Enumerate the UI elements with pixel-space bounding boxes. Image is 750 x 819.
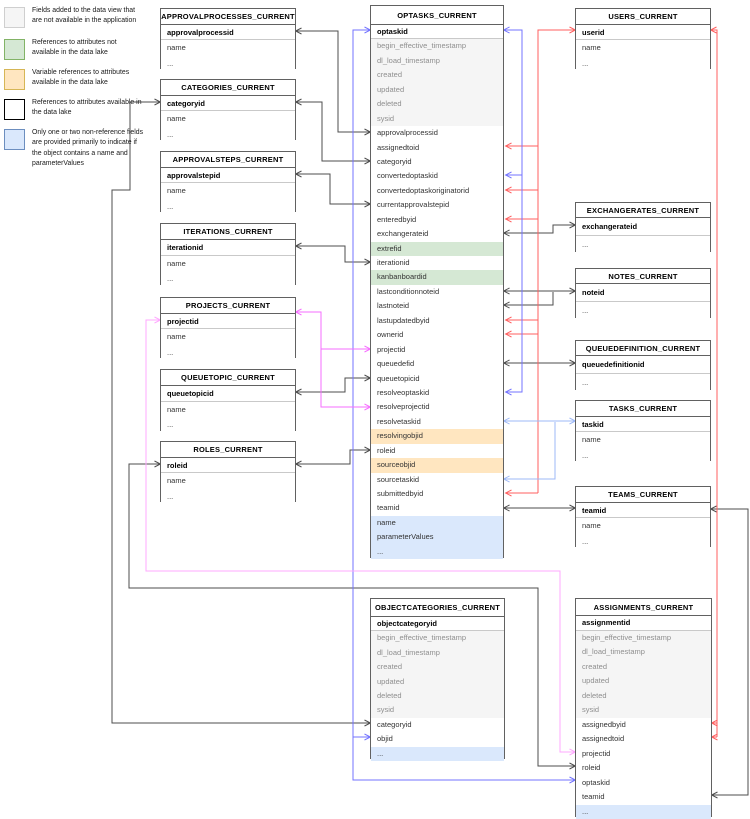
field-queuetopicid: queuetopicid [161, 386, 295, 402]
field-ellipsis: ... [161, 271, 295, 287]
field-sysid: sysid [371, 703, 504, 717]
field-updated: updated [371, 675, 504, 689]
field-exchangerateid: exchangerateid [371, 227, 503, 241]
field-resolvingobjid: resolvingobjid [371, 429, 503, 443]
table-title: APPROVALPROCESSES_CURRENT [161, 9, 295, 25]
field-optaskid: optaskid [576, 776, 711, 791]
rel-roles-assignments [129, 464, 575, 766]
rel-projects-optasks [296, 312, 370, 407]
table-title: USERS_CURRENT [576, 9, 710, 25]
table-title: OPTASKS_CURRENT [371, 6, 503, 25]
field-resolveprojectid: resolveprojectid [371, 400, 503, 414]
field-exchangerateid: exchangerateid [576, 218, 710, 236]
field-objid: objid [371, 732, 504, 746]
gray-swatch [4, 7, 25, 28]
field-name: name [161, 473, 295, 488]
field-ellipsis: ... [161, 127, 295, 142]
field-deleted: deleted [371, 97, 503, 111]
table-projects[interactable] [160, 297, 296, 358]
table-tasks[interactable] [575, 400, 711, 461]
field-begin_effective_timestamp: begin_effective_timestamp [576, 631, 711, 646]
field-lastnoteid: lastnoteid [371, 299, 503, 313]
field-iterationid: iterationid [371, 256, 503, 270]
table-title: APPROVALSTEPS_CURRENT [161, 152, 295, 168]
field-taskid: taskid [576, 417, 710, 432]
white-swatch [4, 99, 25, 120]
table-title: OBJECTCATEGORIES_CURRENT [371, 599, 504, 617]
legend-text: Fields added to the data view that are not available in the application [32, 7, 137, 25]
field-name: name [161, 183, 295, 198]
table-queuedefinition[interactable] [575, 340, 711, 390]
table-categories[interactable] [160, 79, 296, 140]
field-assignedtoid: assignedtoid [371, 141, 503, 155]
field-submittedbyid: submittedbyid [371, 487, 503, 501]
field-ownerid: ownerid [371, 328, 503, 342]
field-ellipsis: ... [371, 747, 504, 761]
table-optasks[interactable] [370, 5, 504, 558]
field-sourceobjid: sourceobjid [371, 458, 503, 472]
table-title: PROJECTS_CURRENT [161, 298, 295, 314]
field-name: name [161, 111, 295, 126]
rel-sourcetaskid-tasks [504, 422, 555, 479]
field-dl_load_timestamp: dl_load_timestamp [371, 54, 503, 68]
field-lastconditionnoteid: lastconditionnoteid [371, 285, 503, 299]
field-resolvetaskid: resolvetaskid [371, 415, 503, 429]
table-title: CATEGORIES_CURRENT [161, 80, 295, 96]
field-sysid: sysid [576, 703, 711, 718]
table-exchangerates[interactable] [575, 202, 711, 252]
field-ellipsis: ... [576, 56, 710, 71]
field-categoryid: categoryid [371, 718, 504, 732]
yellow-swatch [4, 69, 25, 90]
table-title: NOTES_CURRENT [576, 269, 710, 284]
field-updated: updated [371, 83, 503, 97]
rel-approvalprocesses-optasks [296, 31, 370, 132]
field-projectid: projectid [576, 747, 711, 762]
field-resolveoptaskid: resolveoptaskid [371, 386, 503, 400]
field-queuedefid: queuedefid [371, 357, 503, 371]
field-name: name [576, 518, 710, 533]
field-name: name [576, 432, 710, 447]
field-currentapprovalstepid: currentapprovalstepid [371, 198, 503, 212]
field-roleid: roleid [576, 761, 711, 776]
field-assignedbyid: assignedbyid [576, 718, 711, 733]
field-deleted: deleted [371, 689, 504, 703]
field-sysid: sysid [371, 112, 503, 126]
table-title: TEAMS_CURRENT [576, 487, 710, 503]
legend-text: Only one or two non-reference fields are provided primarily to indicate if the object contains a name and parameterValues [32, 129, 144, 168]
table-title: ASSIGNMENTS_CURRENT [576, 599, 711, 616]
field-ellipsis: ... [576, 448, 710, 463]
field-teamid: teamid [576, 790, 711, 805]
field-teamid: teamid [371, 501, 503, 515]
rel-roles-optasks [296, 450, 370, 464]
field-name: name [576, 40, 710, 55]
rel-users-optasks-bus [538, 30, 575, 493]
field-roleid: roleid [161, 458, 295, 473]
table-objectcategories[interactable] [370, 598, 505, 759]
field-convertedoptaskoriginatorid: convertedoptaskoriginatorid [371, 184, 503, 198]
field-enteredbyid: enteredbyid [371, 213, 503, 227]
field-created: created [371, 660, 504, 674]
field-roleid: roleid [371, 444, 503, 458]
field-approvalprocessid: approvalprocessid [371, 126, 503, 140]
field-name: name [161, 40, 295, 55]
field-assignmentid: assignmentid [576, 616, 711, 631]
field-ellipsis: ... [576, 805, 711, 819]
table-queuetopic[interactable] [160, 369, 296, 431]
field-userid: userid [576, 25, 710, 40]
field-approvalprocessid: approvalprocessid [161, 25, 295, 40]
blue-swatch [4, 129, 25, 150]
field-objectcategoryid: objectcategoryid [371, 617, 504, 631]
field-ellipsis: ... [576, 374, 710, 392]
table-approvalprocesses[interactable] [160, 8, 296, 69]
field-parameterValues: parameterValues [371, 530, 503, 544]
field-dl_load_timestamp: dl_load_timestamp [576, 645, 711, 660]
field-queuedefinitionid: queuedefinitionid [576, 356, 710, 374]
field-sourcetaskid: sourcetaskid [371, 473, 503, 487]
table-title: TASKS_CURRENT [576, 401, 710, 417]
table-assignments[interactable] [575, 598, 712, 817]
field-ellipsis: ... [161, 199, 295, 214]
table-notes[interactable] [575, 268, 711, 318]
rel-optaskid-right [504, 30, 522, 392]
green-swatch [4, 39, 25, 60]
field-extrefid: extrefid [371, 242, 503, 256]
table-users[interactable] [575, 8, 711, 69]
field-ellipsis: ... [161, 417, 295, 433]
field-categoryid: categoryid [161, 96, 295, 111]
table-title: QUEUETOPIC_CURRENT [161, 370, 295, 386]
field-dl_load_timestamp: dl_load_timestamp [371, 646, 504, 660]
field-ellipsis: ... [371, 545, 503, 559]
field-created: created [576, 660, 711, 675]
field-name: name [161, 402, 295, 418]
field-ellipsis: ... [161, 489, 295, 504]
table-title: EXCHANGERATES_CURRENT [576, 203, 710, 218]
field-convertedoptaskid: convertedoptaskid [371, 169, 503, 183]
field-queuetopicid: queuetopicid [371, 372, 503, 386]
table-title: ROLES_CURRENT [161, 442, 295, 458]
legend-text: References to attributes available in the data lake [32, 99, 142, 117]
field-name: name [161, 329, 295, 344]
field-updated: updated [576, 674, 711, 689]
field-optaskid: optaskid [371, 25, 503, 39]
field-iterationid: iterationid [161, 240, 295, 256]
field-ellipsis: ... [576, 302, 710, 320]
field-name: name [371, 516, 503, 530]
field-begin_effective_timestamp: begin_effective_timestamp [371, 631, 504, 645]
field-teamid: teamid [576, 503, 710, 518]
table-teams[interactable] [575, 486, 711, 547]
rel-approvalsteps-optasks [296, 174, 370, 204]
table-title: ITERATIONS_CURRENT [161, 224, 295, 240]
legend-text: References to attributes not available in the data lake [32, 39, 117, 57]
rel-queuetopic-optasks [296, 378, 370, 392]
table-roles[interactable] [160, 441, 296, 502]
rel-optasks-exchangerates [504, 225, 575, 233]
field-projectid: projectid [371, 343, 503, 357]
field-noteid: noteid [576, 284, 710, 302]
field-begin_effective_timestamp: begin_effective_timestamp [371, 39, 503, 53]
table-iterations[interactable] [160, 223, 296, 285]
legend-text: Variable references to attributes available in the data lake [32, 69, 130, 87]
field-ellipsis: ... [161, 345, 295, 360]
field-deleted: deleted [576, 689, 711, 704]
field-ellipsis: ... [161, 56, 295, 71]
field-projectid: projectid [161, 314, 295, 329]
field-ellipsis: ... [576, 236, 710, 254]
field-approvalstepid: approvalstepid [161, 168, 295, 183]
field-assignedtoid: assignedtoid [576, 732, 711, 747]
field-lastupdatedbyid: lastupdatedbyid [371, 314, 503, 328]
field-categoryid: categoryid [371, 155, 503, 169]
field-kanbanboardid: kanbanboardid [371, 270, 503, 284]
rel-iterations-optasks [296, 246, 370, 262]
field-name: name [161, 256, 295, 272]
field-ellipsis: ... [576, 534, 710, 549]
rel-lastnoteid-notes [504, 292, 553, 305]
table-approvalsteps[interactable] [160, 151, 296, 212]
field-created: created [371, 68, 503, 82]
table-title: QUEUEDEFINITION_CURRENT [576, 341, 710, 356]
